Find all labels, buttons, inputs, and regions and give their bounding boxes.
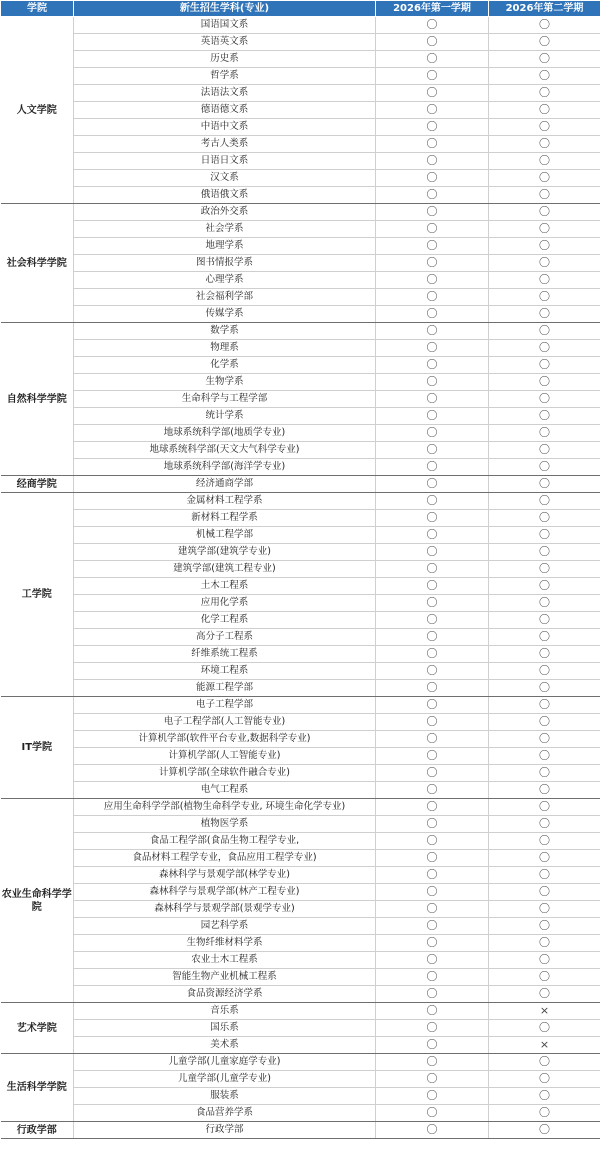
header-row [1,1,600,17]
semester-2-mark: 〇 [489,952,600,969]
semester-2-mark: 〇 [489,51,600,68]
semester-2-mark: 〇 [489,935,600,952]
major-name: 食品营养学系 [74,1105,376,1122]
semester-2-mark: 〇 [489,884,600,901]
semester-1-mark: 〇 [376,272,489,289]
semester-2-mark: 〇 [489,476,600,493]
table-row [1,272,600,289]
table-row [1,459,600,476]
semester-1-mark: 〇 [376,204,489,221]
semester-2-mark: 〇 [489,272,600,289]
table-row [1,221,600,238]
semester-2-mark: × [489,1037,600,1054]
semester-2-mark: 〇 [489,799,600,816]
semester-1-mark: 〇 [376,221,489,238]
major-name: 生命科学与工程学部 [74,391,376,408]
major-name: 纤维系统工程系 [74,646,376,663]
semester-1-mark: 〇 [376,340,489,357]
table-row [1,493,600,510]
semester-1-mark: 〇 [376,850,489,867]
table-row [1,340,600,357]
semester-1-mark: 〇 [376,238,489,255]
semester-2-mark: 〇 [489,1054,600,1071]
major-name: 英语英文系 [74,34,376,51]
college-name: IT学院 [1,697,74,799]
college-name: 农业生命科学学院 [1,799,74,1003]
table-row [1,646,600,663]
major-name: 环境工程系 [74,663,376,680]
major-name: 建筑学部(建筑学专业) [74,544,376,561]
table-row [1,442,600,459]
table-row [1,561,600,578]
semester-1-mark: 〇 [376,1054,489,1071]
college-name: 人文学院 [1,17,74,204]
table-row [1,714,600,731]
semester-2-mark: 〇 [489,323,600,340]
semester-2-mark: 〇 [489,1105,600,1122]
semester-1-mark: 〇 [376,697,489,714]
semester-1-mark: 〇 [376,1088,489,1105]
semester-2-mark: 〇 [489,663,600,680]
major-name: 服装系 [74,1088,376,1105]
semester-2-mark: 〇 [489,425,600,442]
semester-2-mark: 〇 [489,391,600,408]
table-row [1,408,600,425]
semester-2-mark: 〇 [489,612,600,629]
major-name: 建筑学部(建筑工程专业) [74,561,376,578]
major-name: 地球系统科学部(海洋学专业) [74,459,376,476]
semester-2-mark: 〇 [489,34,600,51]
semester-2-mark: 〇 [489,136,600,153]
table-row [1,765,600,782]
semester-1-mark: 〇 [376,578,489,595]
semester-1-mark: 〇 [376,136,489,153]
semester-2-mark: 〇 [489,170,600,187]
semester-2-mark: 〇 [489,544,600,561]
major-name: 计算机学部(全球软件融合专业) [74,765,376,782]
major-name: 历史系 [74,51,376,68]
semester-1-mark: 〇 [376,68,489,85]
semester-2-mark: 〇 [489,1020,600,1037]
table-row [1,901,600,918]
semester-1-mark: 〇 [376,17,489,34]
major-name: 土木工程系 [74,578,376,595]
header-college: 学院 [1,1,74,17]
major-name: 森林科学与景观学部(景观学专业) [74,901,376,918]
major-name: 国乐系 [74,1020,376,1037]
semester-2-mark: 〇 [489,646,600,663]
table-row [1,119,600,136]
table-row [1,476,600,493]
header-semester-1: 2026年第一学期 [376,1,489,17]
semester-1-mark: 〇 [376,85,489,102]
semester-2-mark: × [489,1003,600,1020]
semester-2-mark: 〇 [489,289,600,306]
semester-1-mark: 〇 [376,867,489,884]
semester-2-mark: 〇 [489,986,600,1003]
major-name: 计算机学部(软件平台专业,数据科学专业) [74,731,376,748]
semester-1-mark: 〇 [376,119,489,136]
major-name: 汉文系 [74,170,376,187]
major-name: 智能生物产业机械工程系 [74,969,376,986]
major-name: 哲学系 [74,68,376,85]
major-name: 农业土木工程系 [74,952,376,969]
semester-1-mark: 〇 [376,102,489,119]
table-row [1,918,600,935]
table-row [1,1054,600,1071]
major-name: 行政学部 [74,1122,376,1139]
semester-2-mark: 〇 [489,867,600,884]
semester-2-mark: 〇 [489,901,600,918]
table-row [1,986,600,1003]
semester-1-mark: 〇 [376,527,489,544]
semester-1-mark: 〇 [376,884,489,901]
table-row [1,884,600,901]
table-row [1,68,600,85]
major-name: 能源工程学部 [74,680,376,697]
semester-2-mark: 〇 [489,187,600,204]
major-name: 金属材料工程学系 [74,493,376,510]
semester-1-mark: 〇 [376,323,489,340]
table-row [1,1105,600,1122]
semester-1-mark: 〇 [376,986,489,1003]
major-name: 德语德文系 [74,102,376,119]
semester-2-mark: 〇 [489,408,600,425]
semester-2-mark: 〇 [489,561,600,578]
table-row [1,935,600,952]
semester-1-mark: 〇 [376,1020,489,1037]
major-name: 园艺科学系 [74,918,376,935]
semester-1-mark: 〇 [376,612,489,629]
major-name: 机械工程学部 [74,527,376,544]
semester-1-mark: 〇 [376,629,489,646]
semester-1-mark: 〇 [376,782,489,799]
semester-2-mark: 〇 [489,918,600,935]
semester-1-mark: 〇 [376,170,489,187]
semester-2-mark: 〇 [489,578,600,595]
semester-2-mark: 〇 [489,340,600,357]
major-name: 化学系 [74,357,376,374]
major-name: 社会福利学部 [74,289,376,306]
semester-1-mark: 〇 [376,51,489,68]
major-name: 法语法文系 [74,85,376,102]
major-name: 新材料工程学系 [74,510,376,527]
semester-1-mark: 〇 [376,952,489,969]
table-row [1,357,600,374]
major-name: 经济通商学部 [74,476,376,493]
table-row [1,1088,600,1105]
semester-2-mark: 〇 [489,680,600,697]
college-name: 经商学院 [1,476,74,493]
table-row [1,306,600,323]
major-name: 化学工程系 [74,612,376,629]
college-name: 生活科学学院 [1,1054,74,1122]
table-row [1,1122,600,1139]
table-row [1,1037,600,1054]
semester-1-mark: 〇 [376,289,489,306]
major-name: 电子工程学部(人工智能专业) [74,714,376,731]
major-name: 社会学系 [74,221,376,238]
table-row [1,136,600,153]
major-name: 政治外交系 [74,204,376,221]
semester-2-mark: 〇 [489,765,600,782]
semester-1-mark: 〇 [376,493,489,510]
semester-2-mark: 〇 [489,204,600,221]
table-row [1,527,600,544]
semester-2-mark: 〇 [489,493,600,510]
semester-1-mark: 〇 [376,374,489,391]
semester-2-mark: 〇 [489,731,600,748]
major-name: 生物学系 [74,374,376,391]
semester-1-mark: 〇 [376,459,489,476]
semester-2-mark: 〇 [489,1088,600,1105]
semester-1-mark: 〇 [376,187,489,204]
semester-2-mark: 〇 [489,238,600,255]
semester-2-mark: 〇 [489,816,600,833]
table-row [1,578,600,595]
table-row [1,1020,600,1037]
table-row [1,799,600,816]
table-row [1,680,600,697]
table-row [1,748,600,765]
table-row [1,170,600,187]
semester-2-mark: 〇 [489,357,600,374]
semester-1-mark: 〇 [376,1071,489,1088]
semester-1-mark: 〇 [376,901,489,918]
semester-1-mark: 〇 [376,799,489,816]
major-name: 俄语俄文系 [74,187,376,204]
college-name: 工学院 [1,493,74,697]
major-name: 高分子工程系 [74,629,376,646]
major-name: 物理系 [74,340,376,357]
major-name: 儿童学部(儿童家庭学专业) [74,1054,376,1071]
major-name: 心理学系 [74,272,376,289]
semester-2-mark: 〇 [489,374,600,391]
table-row [1,833,600,850]
table-row [1,255,600,272]
semester-1-mark: 〇 [376,748,489,765]
semester-2-mark: 〇 [489,1071,600,1088]
header-major: 新生招生学科(专业) [74,1,376,17]
semester-1-mark: 〇 [376,935,489,952]
semester-2-mark: 〇 [489,748,600,765]
major-name: 生物纤维材料学系 [74,935,376,952]
semester-1-mark: 〇 [376,476,489,493]
table-row [1,816,600,833]
semester-2-mark: 〇 [489,306,600,323]
table-row [1,238,600,255]
semester-2-mark: 〇 [489,153,600,170]
major-name: 植物医学系 [74,816,376,833]
table-row [1,289,600,306]
table-row [1,34,600,51]
semester-1-mark: 〇 [376,510,489,527]
table-row [1,731,600,748]
table-row [1,629,600,646]
major-name: 食品材料工程学专业，食品应用工程学专业) [74,850,376,867]
semester-1-mark: 〇 [376,544,489,561]
semester-1-mark: 〇 [376,153,489,170]
table-row [1,663,600,680]
table-row [1,187,600,204]
table-row [1,204,600,221]
major-name: 地球系统科学部(天文大气科学专业) [74,442,376,459]
major-name: 食品工程学部(食品生物工程学专业, [74,833,376,850]
college-name: 社会科学学院 [1,204,74,323]
semester-2-mark: 〇 [489,510,600,527]
semester-1-mark: 〇 [376,1037,489,1054]
semester-1-mark: 〇 [376,731,489,748]
semester-1-mark: 〇 [376,1122,489,1139]
major-name: 应用生命科学学部(植物生命科学专业, 环境生命化学专业) [74,799,376,816]
table-body [1,17,600,1139]
semester-1-mark: 〇 [376,969,489,986]
semester-2-mark: 〇 [489,68,600,85]
semester-1-mark: 〇 [376,680,489,697]
header-semester-2: 2026年第二学期 [489,1,600,17]
semester-2-mark: 〇 [489,255,600,272]
college-name: 行政学部 [1,1122,74,1139]
major-name: 统计学系 [74,408,376,425]
major-name: 中语中文系 [74,119,376,136]
major-name: 计算机学部(人工智能专业) [74,748,376,765]
table-row [1,697,600,714]
semester-2-mark: 〇 [489,595,600,612]
semester-1-mark: 〇 [376,391,489,408]
table-row [1,17,600,34]
major-name: 森林科学与景观学部(林学专业) [74,867,376,884]
semester-1-mark: 〇 [376,833,489,850]
semester-2-mark: 〇 [489,833,600,850]
table-row [1,612,600,629]
major-name: 儿童学部(儿童学专业) [74,1071,376,1088]
semester-1-mark: 〇 [376,663,489,680]
major-name: 美术系 [74,1037,376,1054]
table-row [1,782,600,799]
table-row [1,952,600,969]
table-row [1,425,600,442]
major-name: 应用化学系 [74,595,376,612]
semester-1-mark: 〇 [376,442,489,459]
semester-1-mark: 〇 [376,1105,489,1122]
semester-2-mark: 〇 [489,17,600,34]
semester-1-mark: 〇 [376,646,489,663]
semester-2-mark: 〇 [489,221,600,238]
table-row [1,102,600,119]
table-row [1,51,600,68]
table-row [1,1071,600,1088]
semester-2-mark: 〇 [489,85,600,102]
semester-1-mark: 〇 [376,306,489,323]
college-name: 艺术学院 [1,1003,74,1054]
major-name: 国语国文系 [74,17,376,34]
major-name: 音乐系 [74,1003,376,1020]
major-name: 电子工程学部 [74,697,376,714]
table-row [1,153,600,170]
major-name: 数学系 [74,323,376,340]
semester-1-mark: 〇 [376,357,489,374]
major-name: 图书情报学系 [74,255,376,272]
table-row [1,510,600,527]
major-name: 森林科学与景观学部(林产工程专业) [74,884,376,901]
semester-1-mark: 〇 [376,425,489,442]
table-row [1,391,600,408]
table-row [1,1003,600,1020]
semester-2-mark: 〇 [489,442,600,459]
semester-1-mark: 〇 [376,34,489,51]
table-row [1,374,600,391]
table-row [1,867,600,884]
major-name: 电气工程系 [74,782,376,799]
semester-1-mark: 〇 [376,408,489,425]
semester-2-mark: 〇 [489,629,600,646]
semester-2-mark: 〇 [489,102,600,119]
major-name: 地球系统科学部(地质学专业) [74,425,376,442]
semester-1-mark: 〇 [376,1003,489,1020]
semester-2-mark: 〇 [489,459,600,476]
table-row [1,850,600,867]
semester-1-mark: 〇 [376,918,489,935]
semester-1-mark: 〇 [376,595,489,612]
semester-2-mark: 〇 [489,969,600,986]
semester-1-mark: 〇 [376,765,489,782]
semester-1-mark: 〇 [376,561,489,578]
table-row [1,85,600,102]
semester-2-mark: 〇 [489,527,600,544]
table-row [1,595,600,612]
semester-1-mark: 〇 [376,255,489,272]
semester-2-mark: 〇 [489,119,600,136]
semester-2-mark: 〇 [489,714,600,731]
semester-2-mark: 〇 [489,1122,600,1139]
college-name: 自然科学学院 [1,323,74,476]
semester-1-mark: 〇 [376,714,489,731]
semester-2-mark: 〇 [489,850,600,867]
major-name: 日语日文系 [74,153,376,170]
semester-1-mark: 〇 [376,816,489,833]
major-name: 地理学系 [74,238,376,255]
table-row [1,323,600,340]
semester-2-mark: 〇 [489,697,600,714]
major-name: 考古人类系 [74,136,376,153]
major-name: 食品资源经济学系 [74,986,376,1003]
table-row [1,969,600,986]
table-row [1,544,600,561]
semester-2-mark: 〇 [489,782,600,799]
major-name: 传媒学系 [74,306,376,323]
